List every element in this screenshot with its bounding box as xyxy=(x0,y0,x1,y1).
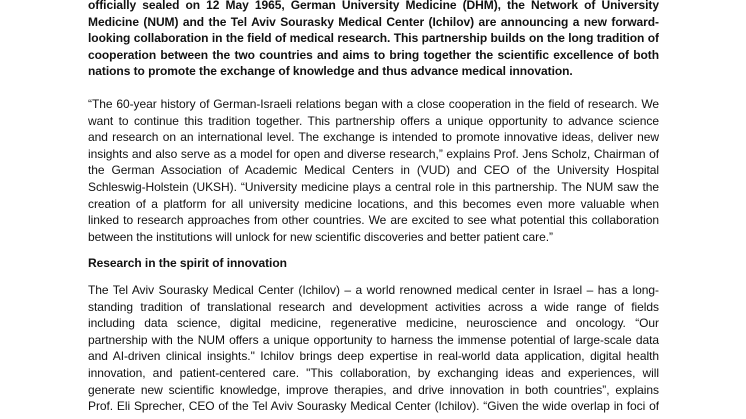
quote-line: the German Association of Academic Medical Centers in (VUD) and CEO of the University Hospital xyxy=(88,163,659,178)
ichilov-line: including data science, digital medicine, regenerative medicine, neuroscience and oncology. “Our xyxy=(88,316,659,331)
quote-line: between the institutions will unlock for new scientific discoveries and better patient care.” xyxy=(88,229,553,244)
intro-paragraph xyxy=(88,0,659,80)
section-heading-text: Research in the spirit of innovation xyxy=(88,256,287,270)
quote-line: want to continue this tradition together. This partnership offers a unique opportunity to advance science xyxy=(88,113,659,128)
ichilov-paragraph xyxy=(88,282,659,415)
ichilov-line: The Tel Aviv Sourasky Medical Center (Ichilov) – a world renowned medical center in Israel – has a long- xyxy=(88,283,659,297)
intro-line: officially sealed on 12 May 1965, German University Medicine (DHM), the Network of University xyxy=(88,0,659,12)
intro-line: looking collaboration in the field of medical research. This partnership builds on the long tradition of xyxy=(88,31,659,46)
intro-line: nations to promote the exchange of knowledge and thus advance medical innovation. xyxy=(88,64,573,79)
ichilov-line: generate new scientific knowledge, improve therapies, and drive innovation in both countries”, explains xyxy=(88,382,659,397)
quote-line: linked to research approaches from other countries. We are excited to see what potential this collaboration xyxy=(88,213,659,228)
section-heading xyxy=(88,255,659,272)
intro-line: cooperation between the two countries and aims to bring together the scientific excellence of both xyxy=(88,47,659,62)
quote-paragraph xyxy=(88,96,659,245)
ichilov-line: innovation, and patient-centered care. "This collaboration, by exchanging ideas and experiences, will xyxy=(88,365,659,380)
ichilov-line: standing tradition of translational research and development activities across a wide range of fields xyxy=(88,299,659,314)
quote-line: and research on an international level. The exchange is intended to promote innovative ideas, deliver new xyxy=(88,130,659,145)
quote-line: insights and also serve as a model for open and diverse research,” explains Prof. Jens Scholz, Chairman of xyxy=(88,146,659,161)
ichilov-line: partnership with the NUM offers a unique opportunity to harness the immense potential of large-scale data xyxy=(88,332,659,347)
ichilov-line: Prof. Eli Sprecher, CEO of the Tel Aviv Sourasky Medical Center (Ichilov). “Given the wide overlap in foci of xyxy=(88,399,659,414)
intro-line: Medicine (NUM) and the Tel Aviv Sourasky Medical Center (Ichilov) are announcing a new forward- xyxy=(88,14,659,29)
quote-line: Schleswig-Holstein (UKSH). “University medicine plays a central role in this partnership. The NUM saw the xyxy=(88,179,659,194)
quote-line: creation of a platform for all university medicine locations, and this becomes even more valuable when xyxy=(88,196,659,211)
quote-line: “The 60-year history of German-Israeli relations began with a close cooperation in the field of research. We xyxy=(88,97,659,111)
ichilov-line: and AI-driven clinical insights." Ichilov brings deep expertise in real-world data application, digital health xyxy=(88,349,659,364)
